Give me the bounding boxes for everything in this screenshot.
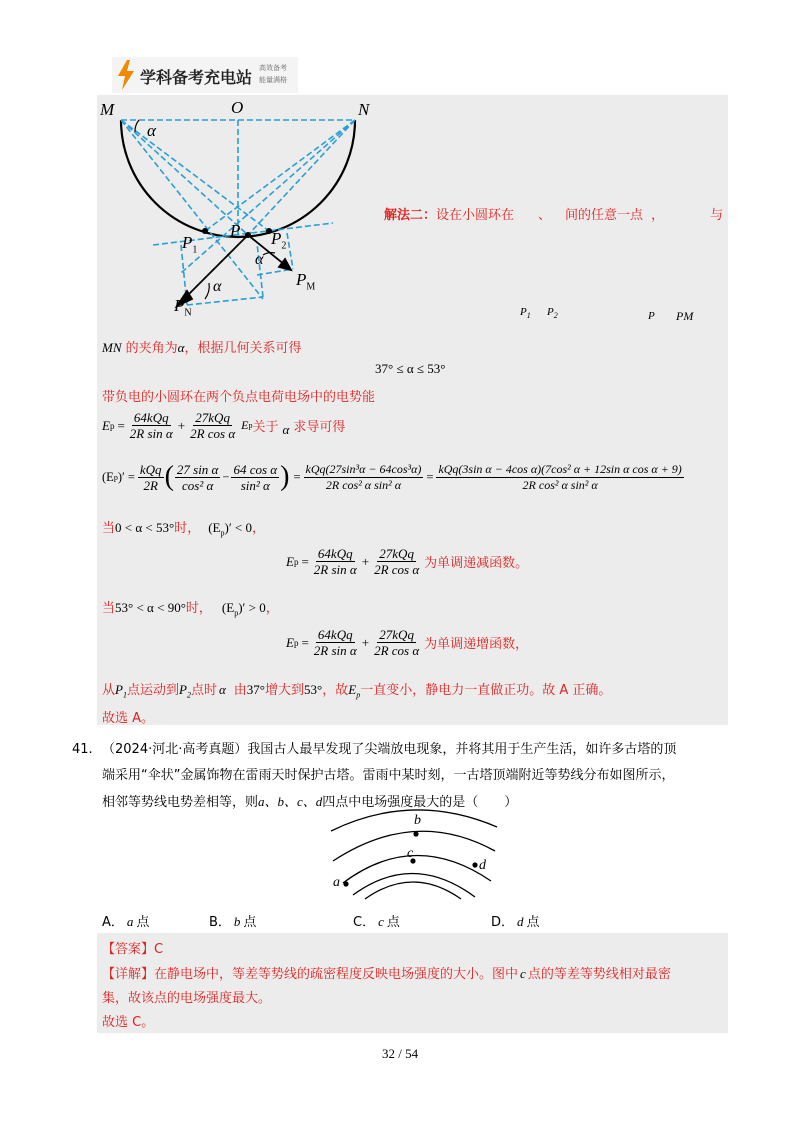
mn-angle-line: MN 的夹角为α，根据几何关系可得: [102, 340, 302, 356]
label-P: P: [230, 221, 241, 240]
energy-intro: 带负电的小圆环在两个负点电荷电场中的电势能: [102, 390, 376, 405]
label-PM: $P_M$: [296, 270, 316, 293]
case2-line: 当53° < α < 90°时， $(E_p)' > 0$，: [102, 600, 279, 618]
equipotential-line-2: [333, 831, 495, 861]
point-b: [413, 831, 418, 836]
method2-line: 解法二：设在小圆环在 、 间的任意一点 ， 与: [384, 208, 724, 223]
solution-choose: 故选 A。: [102, 711, 155, 726]
alpha-range: 37° ≤ α ≤ 53°: [375, 361, 446, 376]
case2-formula: E p = $\frac{\text{64kQq}}{\text{2R sin α}}$ + $\frac{\text{27kQq}}{\text{2R cos α}}$ 为单调递增函数，: [286, 627, 529, 658]
logo-tagline-1: 高效备考: [259, 64, 287, 72]
label-alpha-small: α: [255, 251, 264, 268]
tangent-line: [153, 223, 333, 245]
fig-label-c: c: [407, 846, 414, 861]
option-b[interactable]: B． b 点: [209, 914, 257, 930]
question-41: 41. （2024·河北·高考真题）我国古人最早发现了尖端放电现象，并将其用于生产生活，如许多古塔的顶 端采用“伞状”金属饰物在雷雨天时保护古塔。雷雨中某时刻，一古塔顶端附近等势线分布如图所示， 相邻等势线电势差相等，则a、b、c、d四点中电场强度最大的是（ ）: [72, 737, 732, 816]
equipotential-line-3: [343, 855, 491, 883]
label-P2: $P_2$: [271, 229, 287, 252]
conclusion-line: 从$P_1$点运动到$P_2$点时 α 由37°增大到53°，故$E_p$一直变小，静电力一直做正功。故 A 正确。: [102, 682, 612, 700]
point-d: [472, 862, 477, 867]
point-p: [245, 232, 251, 238]
label-O: O: [231, 98, 244, 117]
case1-formula: E p = $\frac{\text{64kQq}}{\text{2R sin α}}$ + $\frac{\text{27kQq}}{\text{2R cos α}}$ 为单调递减函数。: [286, 546, 529, 577]
ghost-p2: $P_2$: [547, 306, 558, 321]
angle-arc-bottom: [205, 283, 209, 299]
page-number: 32 / 54: [381, 1046, 419, 1061]
point-a: [343, 881, 348, 886]
fig-label-a: a: [333, 875, 340, 890]
option-a[interactable]: A． a 点: [102, 914, 150, 930]
line-m-far: [121, 120, 263, 299]
logo-title: 学科备考充电站: [140, 68, 253, 87]
option-c[interactable]: C． c 点: [353, 914, 400, 930]
answer-line: 【答案】C: [102, 942, 164, 957]
option-d[interactable]: D． d 点: [491, 914, 540, 930]
angle-arc-m: [135, 120, 139, 132]
equipotential-line-5: [365, 882, 461, 899]
lightning-icon: [116, 60, 136, 90]
label-alpha-m: α: [147, 121, 156, 140]
detail-text: 【详解】在静电场中，等差等势线的疏密程度反映电场强度的大小。图中 c 点的等差等势线相对最密 集，故该点的电场强度最大。 故选 C。: [102, 966, 671, 1030]
site-logo: [112, 57, 298, 93]
fig-label-d: d: [479, 858, 486, 873]
question-number: 41.: [72, 742, 93, 757]
rect-bottom: [187, 297, 263, 305]
ghost-pm: PM: [676, 309, 694, 323]
logo-tagline-2: 能量满格: [259, 76, 287, 84]
derivative-line: (E p )′ = $\frac{\text{kQq}}{2R}$ ( $\frac{\text{27 sin α}}{\text{cos² α}}$ − $\frac{\text{64 cos α}}{\text{sin² α}}$ ) = $\frac{\text{kQq(27sin³α − 64cos³α)}}{\text{2R cos² α sin² α}}$ = $\frac{\text{kQq(3sin α − 4cos α)(7cos² α + 12sin α cos α + 9)}}{\text{2R cos² α sin² α}}$: [102, 461, 682, 493]
fig-label-b: b: [414, 813, 421, 828]
ghost-p1: $P_1$: [520, 306, 531, 321]
ep-formula-line: E p = $\frac{\text{64kQq}}{\text{2R sin α}}$ + $\frac{\text{27kQq}}{\text{2R cos α}}$ E p 关于 α 求导可得: [102, 410, 346, 441]
line-n-p1: [205, 120, 355, 231]
label-P1: $P_1$: [182, 233, 198, 256]
line-n-far: [181, 120, 355, 273]
label-N: N: [358, 100, 370, 119]
ghost-p: P: [648, 310, 655, 322]
case1-line: 当0 < α < 53°时， $(E_p)' < 0$，: [102, 520, 266, 538]
label-PN: $P_N$: [174, 296, 192, 319]
label-alpha-bottom: α: [213, 278, 222, 295]
line-m-p: [121, 120, 248, 235]
equipotential-line-4: [353, 873, 475, 897]
label-M: M: [100, 100, 115, 119]
point-p1: [202, 228, 208, 234]
semicircle-figure: [97, 95, 377, 325]
